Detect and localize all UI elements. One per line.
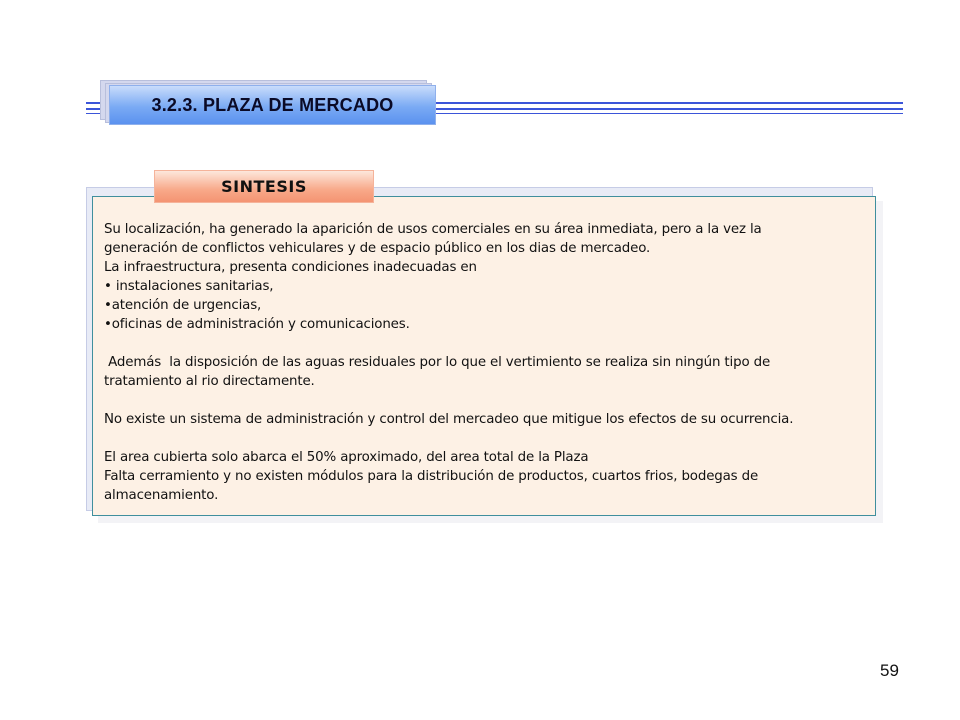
text-line: Además la disposición de las aguas residuales por lo que el vertimiento se realiza sin ningún tipo de bbox=[104, 355, 771, 370]
page-number: 59 bbox=[880, 661, 899, 680]
section-title-box bbox=[110, 86, 435, 124]
paragraph-gap bbox=[104, 429, 864, 448]
text-line: Falta cerramiento y no existen módulos para la distribución de productos, cuartos frios, bodegas de bbox=[104, 469, 759, 484]
paragraph-gap bbox=[104, 334, 864, 353]
bullet-item: •oficinas de administración y comunicaciones. bbox=[104, 317, 410, 332]
header-rule-right-3 bbox=[435, 113, 903, 114]
text-line: El area cubierta solo abarca el 50% aproximado, del area total de la Plaza bbox=[104, 450, 589, 465]
header-rule-right-2 bbox=[435, 108, 903, 110]
text-line: tratamiento al rio directamente. bbox=[104, 374, 315, 389]
section-title: 3.2.3. PLAZA DE MERCADO bbox=[151, 94, 394, 115]
sintesis-tab bbox=[155, 171, 373, 202]
text-line: almacenamiento. bbox=[104, 488, 219, 503]
text-line: No existe un sistema de administración y control del mercadeo que mitigue los efectos de su ocurrencia. bbox=[104, 412, 794, 427]
sintesis-label: SINTESIS bbox=[221, 177, 307, 196]
text-line: La infraestructura, presenta condiciones inadecuadas en bbox=[104, 260, 477, 275]
paragraph-gap bbox=[104, 391, 864, 410]
header-rule-right bbox=[435, 102, 903, 104]
synthesis-text bbox=[104, 220, 864, 505]
text-line: Su localización, ha generado la aparición de usos comerciales en su área inmediata, pero a la vez la bbox=[104, 222, 762, 237]
bullet-item: • instalaciones sanitarias, bbox=[104, 279, 274, 294]
bullet-item: •atención de urgencias, bbox=[104, 298, 262, 313]
text-line: generación de conflictos vehiculares y de espacio público en los dias de mercadeo. bbox=[104, 241, 651, 256]
